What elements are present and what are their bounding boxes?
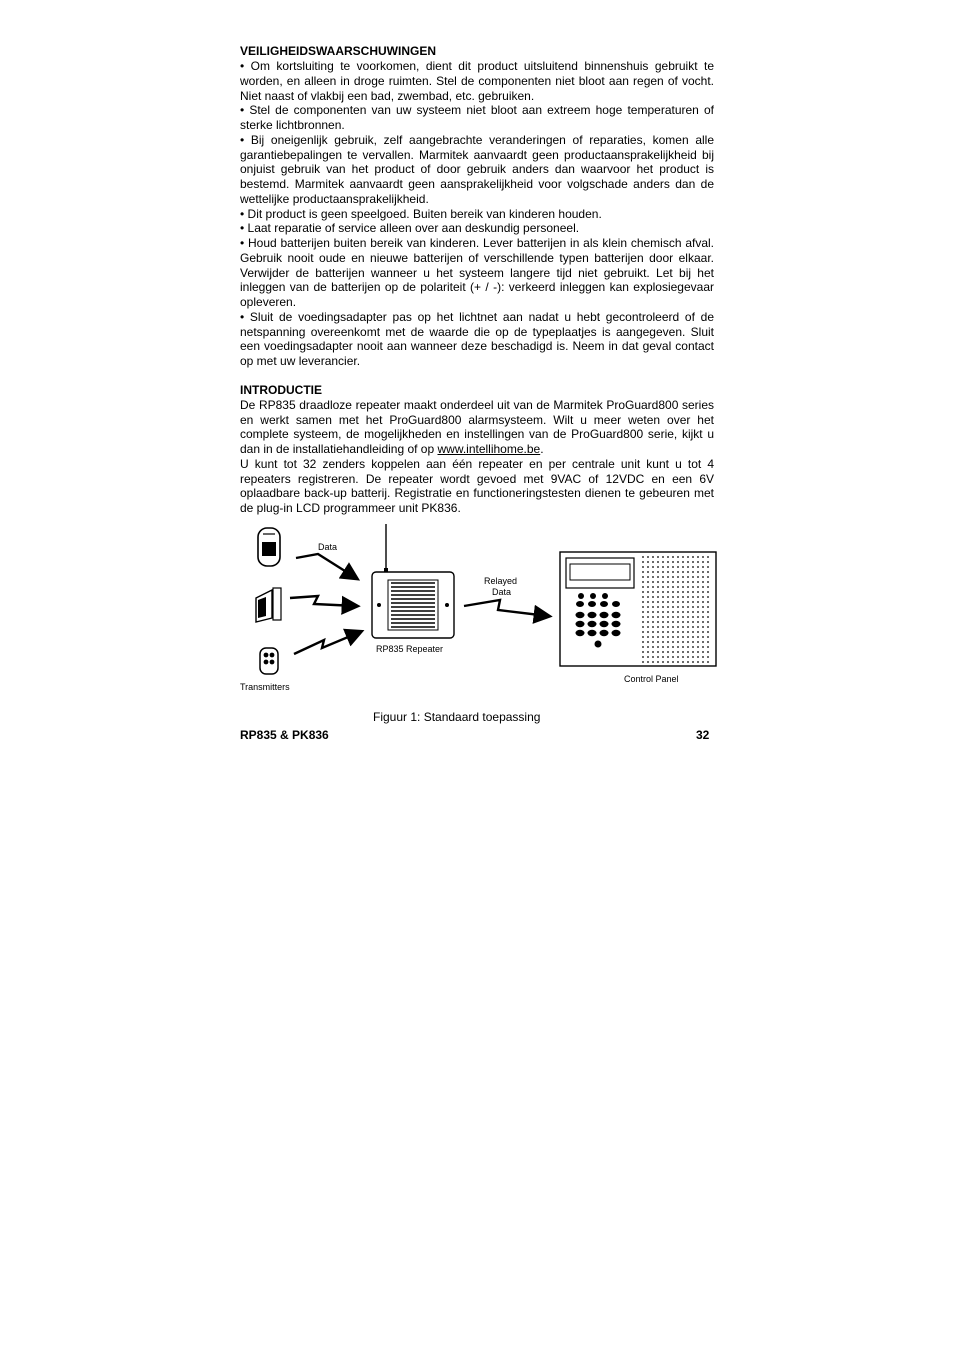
safety-item: • Bij oneigenlijk gebruik, zelf aangebrachte veranderingen of reparaties, komen alle garantiebepalingen te vervallen. Marmitek aanvaardt geen productaansprakelijkheid bij onjuist gebruik van het product of door gebruik anders dan waarvoor het product is bestemd. Marmitek aanvaardt geen aansprakelijkheid voor volgschade anders dan de wettelijke productaansprakelijkheid. [240, 132, 714, 206]
relayed-label-2: Data [492, 587, 512, 597]
relayed-label-1: Relayed [484, 576, 518, 586]
control-panel-device [560, 552, 716, 666]
safety-item: • Laat reparatie of service alleen over aan deskundig personeel. [240, 221, 580, 236]
door-contact-icon [256, 588, 281, 622]
transmitters-label: Transmitters [240, 682, 290, 692]
system-diagram [236, 520, 720, 696]
safety-item: • Om kortsluiting te voorkomen, dient dit product uitsluitend binnenshuis gebruikt te worden, en alleen in droge ruimten. Stel de componenten niet bloot aan regen of vocht. Niet naast of vlakbij een bad, zwembad, etc. gebruiken. [240, 59, 714, 103]
repeater-device [372, 524, 454, 638]
pir-sensor-icon [258, 528, 280, 566]
intro-text: De RP835 draadloze repeater maakt onderdeel uit van de Marmitek ProGuard800 series en werkt samen met het ProGuard800 alarmsysteem. Wilt u meer weten over het complete systeem, de mogelijkheden en instellingen van de ProGuard800 serie, kijkt u dan in de installatiehandleiding of op [240, 397, 714, 456]
footer-product: RP835 & PK836 [240, 728, 329, 742]
intro-paragraph-2: U kunt tot 32 zenders koppelen aan één repeater en per centrale unit kunt u tot 4 repeaters registreren. De repeater wordt gevoed met 9VAC of 12VDC en een 6V oplaadbare back-up batterij. Registratie en functioneringstesten dienen te gebeuren met de plug-in LCD programmeer unit PK836. [240, 456, 714, 515]
intro-paragraph-1 [240, 398, 714, 457]
intro-heading: INTRODUCTIE [240, 382, 322, 397]
repeater-label: RP835 Repeater [376, 644, 444, 654]
intro-text-end: . [540, 442, 544, 456]
repeater-grille [388, 580, 438, 630]
data-label: Data [318, 542, 338, 552]
signal-arrow-3 [294, 632, 360, 654]
safety-item: • Sluit de voedingsadapter pas op het lichtnet aan nadat u hebt gecontroleerd of de netspanning overeenkomt met de waarde die op de typeplaatjes is aangegeven. Sluit een voedingsadapter nooit aan wanneer deze beschadigd is. Neem in dat geval contact op met uw leverancier. [240, 309, 714, 368]
intellihome-link[interactable]: www.intellihome.be [437, 442, 541, 456]
safety-heading: VEILIGHEIDSWAARSCHUWINGEN [240, 44, 437, 58]
page-content [240, 44, 714, 516]
control-panel-label: Control Panel [624, 674, 679, 684]
relayed-arrow [464, 600, 548, 616]
signal-arrow-1 [296, 554, 356, 578]
figure-caption: Figuur 1: Standaard toepassing [373, 710, 541, 724]
safety-item: • Houd batterijen buiten bereik van kinderen. Lever batterijen in als klein chemisch afval. Gebruik nooit oude en nieuwe batterijen of verschillende typen batterijen door elkaar. Verwijder de batterijen wanneer u het systeem langere tijd niet gebruikt. Let bij het inleggen van de batterijen op de polariteit (+ / -): verkeerd inleggen kan explosiegevaar opleveren. [240, 236, 714, 309]
page-number: 32 [696, 728, 710, 742]
safety-item: • Stel de componenten van uw systeem niet bloot aan extreem hoge temperaturen of sterke lichtbronnen. [240, 103, 714, 132]
remote-control-icon [260, 648, 278, 674]
signal-arrow-2 [290, 596, 356, 606]
safety-item: • Dit product is geen speelgoed. Buiten bereik van kinderen houden. [240, 206, 602, 221]
